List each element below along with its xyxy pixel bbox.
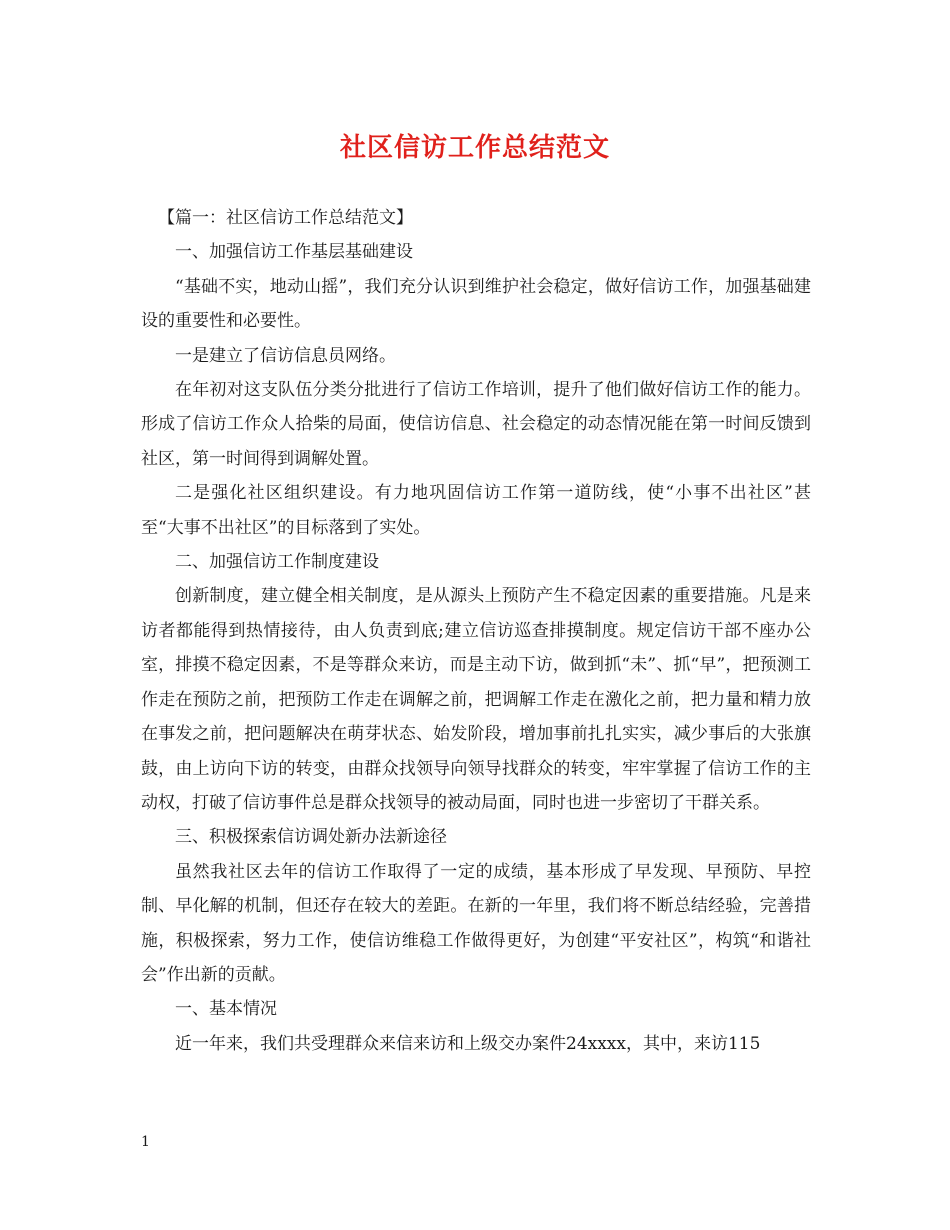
heading-2: 二、加强信访工作制度建设 xyxy=(175,552,379,573)
heading-1: 一、加强信访工作基层基础建设 xyxy=(175,242,413,263)
heading-3: 三、积极探索信访调处新办法新途径 xyxy=(175,827,447,848)
paragraph: 二是强化社区组织建设。有力地巩固信访工作第一道防线，使“小事不出社区”甚至“大事不出社区”的目标落到了实处。 xyxy=(141,483,811,538)
page-number: 1 xyxy=(141,1134,150,1150)
paragraph: “基础不实，地动山摇”，我们充分认识到维护社会稳定，做好信访工作，加强基础建设的重要性和必要性。 xyxy=(141,276,811,332)
paragraph: 在年初对这支队伍分类分批进行了信访工作培训，提升了他们做好信访工作的能力。形成了信访工作众人拾柴的局面，使信访信息、社会稳定的动态情况能在第一时间反馈到社区，第一时间得到调解处置。 xyxy=(141,380,811,469)
heading-basic: 一、基本情况 xyxy=(175,999,277,1020)
paragraph: 虽然我社区去年的信访工作取得了一定的成绩，基本形成了早发现、早预防、早控制、早化解的机制，但还存在较大的差距。在新的一年里，我们将不断总结经验，完善措施，积极探索，努力工作，使信访维稳工作做得更好，为创建“平安社区”，构筑“和谐社会”作出新的贡献。 xyxy=(141,861,811,985)
paragraph: 一是建立了信访信息员网络。 xyxy=(175,345,396,366)
document-body xyxy=(141,201,811,1061)
section-tag: 【篇一：社区信访工作总结范文】 xyxy=(158,208,413,228)
paragraph: 近一年来，我们共受理群众来信来访和上级交办案件24xxxx，其中，来访115 xyxy=(175,1033,761,1054)
paragraph: 创新制度，建立健全相关制度，是从源头上预防产生不稳定因素的重要措施。凡是来访者都能得到热情接待，由人负责到底;建立信访巡查排摸制度。规定信访干部不座办公室，排摸不稳定因素，不是等群众来访，而是主动下访，做到抓“未”、抓“早”，把预测工作走在预防之前，把预防工作走在调解之前，把调解工作走在激化之前，把力量和精力放在事发之前，把问题解决在萌芽状态、始发阶段，增加事前扎扎实实，减少事后的大张旗鼓，由上访向下访的转变，由群众找领导向领导找群众的转变，牢牢掌握了信访工作的主动权，打破了信访事件总是群众找领导的被动局面，同时也进一步密切了干群关系。 xyxy=(141,586,811,813)
document-title: 社区信访工作总结范文 xyxy=(339,133,610,163)
